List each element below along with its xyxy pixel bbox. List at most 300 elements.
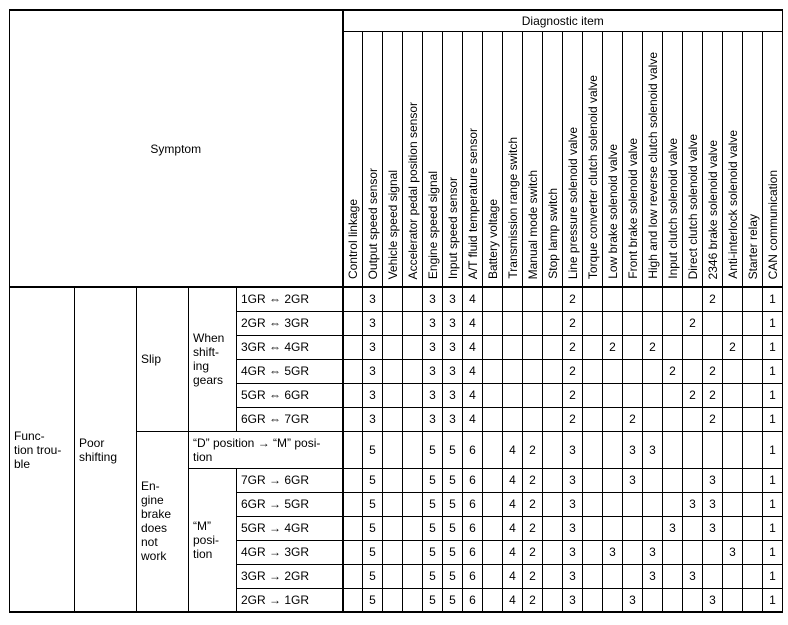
table-cell: 5	[363, 468, 383, 492]
table-cell: 1	[763, 407, 783, 431]
table-cell	[723, 359, 743, 383]
table-cell	[743, 564, 763, 588]
column-header	[643, 32, 663, 288]
table-cell: 6	[463, 492, 483, 516]
table-cell: 3	[663, 516, 683, 540]
table-cell	[503, 311, 523, 335]
table-cell: 4	[463, 359, 483, 383]
column-header	[603, 32, 623, 288]
diagnostic-table	[9, 9, 783, 613]
table-cell	[643, 359, 663, 383]
column-header-label: Starter relay	[745, 213, 760, 279]
table-cell	[743, 468, 763, 492]
gear-label: 5GR → 4GR	[237, 516, 343, 540]
table-cell: 5	[423, 492, 443, 516]
table-cell: 3	[623, 588, 643, 612]
table-cell	[583, 516, 603, 540]
table-cell: 2	[523, 431, 543, 468]
table-cell	[603, 516, 623, 540]
table-cell: 3	[443, 311, 463, 335]
table-cell	[343, 287, 363, 311]
table-cell	[403, 492, 423, 516]
table-cell	[743, 588, 763, 612]
table-cell	[343, 335, 363, 359]
table-cell: 3	[563, 516, 583, 540]
table-cell	[603, 492, 623, 516]
table-cell	[603, 564, 623, 588]
table-cell	[623, 564, 643, 588]
table-cell: 3	[563, 431, 583, 468]
table-cell	[583, 492, 603, 516]
table-cell: 1	[763, 431, 783, 468]
table-cell: 2	[683, 383, 703, 407]
table-cell: 3	[623, 468, 643, 492]
column-header-label: CAN communication	[765, 169, 780, 279]
column-header	[443, 32, 463, 288]
table-cell	[583, 311, 603, 335]
table-cell: 5	[423, 468, 443, 492]
gear-label: 3GR ⇔ 4GR	[237, 335, 343, 359]
table-cell: 5	[363, 516, 383, 540]
table-cell: 1	[763, 311, 783, 335]
table-cell	[543, 468, 563, 492]
table-cell: 2	[523, 492, 543, 516]
gear-label: 6GR → 5GR	[237, 492, 343, 516]
table-cell	[583, 335, 603, 359]
table-cell: 3	[423, 287, 443, 311]
table-cell	[643, 516, 663, 540]
table-cell	[343, 431, 363, 468]
column-header-label: Input clutch solenoid valve	[665, 138, 680, 279]
column-header-label: Stop lamp switch	[545, 188, 560, 279]
table-cell	[383, 468, 403, 492]
table-cell	[523, 407, 543, 431]
table-cell: 5	[363, 492, 383, 516]
table-cell	[343, 540, 363, 564]
table-cell	[383, 335, 403, 359]
table-cell: 4	[463, 407, 483, 431]
column-header-label: Accelerator pedal position sensor	[405, 101, 420, 279]
table-cell	[723, 492, 743, 516]
table-cell: 1	[763, 564, 783, 588]
column-header	[403, 32, 423, 288]
column-header	[683, 32, 703, 288]
table-cell	[583, 359, 603, 383]
table-cell	[623, 287, 643, 311]
table-cell: 2	[563, 359, 583, 383]
table-cell: 3	[623, 431, 643, 468]
table-cell: 5	[443, 468, 463, 492]
table-body	[10, 287, 783, 612]
table-cell	[383, 516, 403, 540]
column-header-label: Front brake solenoid valve	[625, 138, 640, 279]
gear-label: 3GR → 2GR	[237, 564, 343, 588]
gear-label: 4GR → 3GR	[237, 540, 343, 564]
table-cell	[383, 540, 403, 564]
table-cell	[483, 359, 503, 383]
table-cell: 5	[423, 588, 443, 612]
table-cell	[743, 492, 763, 516]
symptom-engine-brake: En- gine brake does not work	[137, 431, 189, 612]
table-cell: 2	[623, 407, 643, 431]
table-cell	[483, 516, 503, 540]
table-cell	[683, 516, 703, 540]
gear-label: 7GR → 6GR	[237, 468, 343, 492]
table-cell	[683, 407, 703, 431]
table-cell	[583, 407, 603, 431]
table-cell	[623, 311, 643, 335]
symptom-header: Symptom	[10, 10, 343, 287]
table-cell: 1	[763, 287, 783, 311]
table-cell	[643, 311, 663, 335]
table-cell: 2	[703, 287, 723, 311]
table-cell: 3	[563, 588, 583, 612]
table-cell	[703, 311, 723, 335]
table-cell	[383, 492, 403, 516]
table-cell: 2	[523, 516, 543, 540]
table-cell: 5	[443, 516, 463, 540]
table-cell	[643, 383, 663, 407]
table-cell	[723, 431, 743, 468]
table-cell: 3	[423, 407, 443, 431]
table-cell	[723, 383, 743, 407]
table-cell: 5	[443, 588, 463, 612]
table-cell	[583, 588, 603, 612]
table-cell: 6	[463, 564, 483, 588]
table-cell	[503, 407, 523, 431]
table-cell	[483, 588, 503, 612]
column-header	[763, 32, 783, 288]
table-cell: 3	[703, 492, 723, 516]
table-cell: 3	[443, 407, 463, 431]
table-cell	[583, 564, 603, 588]
column-header	[563, 32, 583, 288]
symptom-subcategory: Poor shifting	[75, 287, 137, 612]
column-header-label: Direct clutch solenoid valve	[685, 133, 700, 279]
table-cell	[663, 311, 683, 335]
table-cell: 2	[723, 335, 743, 359]
table-cell: 3	[563, 492, 583, 516]
table-cell: 1	[763, 383, 783, 407]
column-header-label: High and low reverse clutch solenoid valve	[645, 52, 660, 279]
table-cell: 4	[463, 383, 483, 407]
table-cell	[343, 588, 363, 612]
table-cell	[483, 311, 503, 335]
symptom-when-shifting: When shift- ing gears	[189, 287, 237, 431]
table-cell: 4	[503, 516, 523, 540]
table-cell: 1	[763, 335, 783, 359]
table-cell	[483, 540, 503, 564]
table-cell: 1	[763, 516, 783, 540]
table-cell: 3	[563, 564, 583, 588]
table-cell	[383, 407, 403, 431]
table-cell	[683, 468, 703, 492]
table-cell: 1	[763, 588, 783, 612]
table-cell: 5	[423, 431, 443, 468]
table-cell	[663, 588, 683, 612]
table-cell	[403, 564, 423, 588]
table-cell: 4	[503, 492, 523, 516]
table-cell	[643, 287, 663, 311]
table-cell	[523, 287, 543, 311]
table-cell: 4	[503, 468, 523, 492]
table-cell: 1	[763, 468, 783, 492]
table-cell	[683, 431, 703, 468]
table-cell	[503, 335, 523, 359]
table-cell: 2	[563, 311, 583, 335]
table-cell: 3	[703, 588, 723, 612]
table-cell: 5	[423, 516, 443, 540]
table-cell: 3	[443, 359, 463, 383]
symptom-m-position: “M” posi- tion	[189, 468, 237, 612]
table-cell: 2	[523, 588, 543, 612]
table-cell	[663, 540, 683, 564]
table-cell: 3	[643, 540, 663, 564]
table-cell: 5	[443, 431, 463, 468]
table-cell: 2	[663, 359, 683, 383]
table-cell	[543, 407, 563, 431]
table-cell	[603, 431, 623, 468]
table-cell	[723, 287, 743, 311]
table-cell	[543, 383, 563, 407]
table-cell	[483, 468, 503, 492]
table-cell	[603, 407, 623, 431]
table-cell	[343, 359, 363, 383]
table-cell	[403, 359, 423, 383]
table-cell: 2	[603, 335, 623, 359]
table-cell	[523, 335, 543, 359]
table-cell	[543, 492, 563, 516]
table-cell	[663, 431, 683, 468]
table-cell	[703, 431, 723, 468]
table-cell	[663, 383, 683, 407]
table-cell	[623, 492, 643, 516]
table-cell: 5	[363, 588, 383, 612]
table-cell	[683, 287, 703, 311]
table-cell: 3	[423, 383, 443, 407]
table-cell: 3	[363, 407, 383, 431]
table-cell	[743, 287, 763, 311]
table-cell: 3	[363, 359, 383, 383]
column-header-label: Torque converter clutch solenoid valve	[585, 74, 600, 279]
table-cell	[503, 287, 523, 311]
table-cell: 3	[423, 359, 443, 383]
table-cell	[343, 468, 363, 492]
diagnostic-item-header: Diagnostic item	[343, 10, 783, 32]
table-cell: 5	[423, 540, 443, 564]
table-cell	[483, 383, 503, 407]
table-cell	[603, 468, 623, 492]
table-cell	[683, 335, 703, 359]
table-cell	[643, 468, 663, 492]
table-cell	[483, 335, 503, 359]
column-header	[543, 32, 563, 288]
table-cell: 2	[683, 311, 703, 335]
table-cell: 3	[703, 516, 723, 540]
table-cell	[403, 287, 423, 311]
table-cell	[683, 540, 703, 564]
table-cell	[723, 564, 743, 588]
table-cell	[383, 359, 403, 383]
table-cell: 5	[443, 492, 463, 516]
table-cell	[403, 516, 423, 540]
table-cell: 2	[523, 540, 543, 564]
table-cell	[603, 359, 623, 383]
table-cell	[343, 564, 363, 588]
table-cell	[543, 564, 563, 588]
table-cell	[523, 383, 543, 407]
table-cell	[703, 564, 723, 588]
table-cell	[403, 431, 423, 468]
table-cell: 3	[443, 383, 463, 407]
table-cell	[403, 335, 423, 359]
column-header-label: Low brake solenoid valve	[605, 144, 620, 279]
column-header-label: Control linkage	[345, 198, 360, 279]
column-header	[343, 32, 363, 288]
table-cell	[583, 431, 603, 468]
table-cell	[603, 287, 623, 311]
table-cell: 4	[503, 540, 523, 564]
table-cell	[503, 359, 523, 383]
table-cell: 6	[463, 468, 483, 492]
table-cell	[603, 311, 623, 335]
table-cell: 6	[463, 588, 483, 612]
table-cell	[523, 359, 543, 383]
table-cell	[743, 431, 763, 468]
column-header	[383, 32, 403, 288]
table-cell: 3	[443, 335, 463, 359]
table-cell	[543, 335, 563, 359]
table-cell: 3	[643, 431, 663, 468]
table-cell	[343, 407, 363, 431]
table-cell	[743, 407, 763, 431]
table-cell: 1	[763, 492, 783, 516]
table-cell	[483, 287, 503, 311]
table-cell: 2	[703, 359, 723, 383]
table-cell: 3	[683, 564, 703, 588]
table-cell	[623, 540, 643, 564]
table-cell	[643, 588, 663, 612]
table-cell	[403, 540, 423, 564]
table-cell: 4	[463, 335, 483, 359]
gear-label: 4GR ⇔ 5GR	[237, 359, 343, 383]
table-cell	[403, 311, 423, 335]
table-cell: 1	[763, 359, 783, 383]
table-cell: 2	[703, 383, 723, 407]
table-cell: 2	[523, 564, 543, 588]
column-header-label: 2346 brake solenoid valve	[705, 139, 720, 279]
table-cell: 6	[463, 431, 483, 468]
table-cell	[743, 335, 763, 359]
table-cell	[383, 383, 403, 407]
table-cell: 6	[463, 516, 483, 540]
table-cell	[543, 311, 563, 335]
table-cell	[523, 311, 543, 335]
column-header-label: Line pressure solenoid valve	[565, 126, 580, 279]
column-header-label: Transmission range switch	[505, 137, 520, 279]
column-header	[723, 32, 743, 288]
table-cell	[743, 516, 763, 540]
table-cell	[383, 564, 403, 588]
table-cell: 2	[703, 407, 723, 431]
table-cell	[663, 564, 683, 588]
table-cell	[543, 588, 563, 612]
table-cell: 5	[443, 564, 463, 588]
column-header	[523, 32, 543, 288]
table-cell: 2	[643, 335, 663, 359]
column-header	[623, 32, 643, 288]
table-cell	[623, 359, 643, 383]
table-cell	[543, 540, 563, 564]
table-cell: 4	[503, 588, 523, 612]
column-header	[703, 32, 723, 288]
table-cell	[343, 383, 363, 407]
table-cell: 3	[563, 468, 583, 492]
column-header-label: Battery voltage	[485, 198, 500, 279]
table-cell: 3	[423, 311, 443, 335]
table-cell	[723, 468, 743, 492]
table-cell: 3	[603, 540, 623, 564]
table-cell	[483, 431, 503, 468]
column-header-label: Output speed sensor	[365, 167, 380, 279]
column-header-label: A/T fluid temperature sensor	[465, 127, 480, 279]
gear-label: 6GR ⇔ 7GR	[237, 407, 343, 431]
column-header-label: Manual mode switch	[525, 169, 540, 279]
table-cell	[383, 431, 403, 468]
table-cell	[383, 588, 403, 612]
table-cell: 2	[563, 383, 583, 407]
column-header-label: Anti-interlock solenoid valve	[725, 130, 740, 279]
table-cell: 2	[523, 468, 543, 492]
table-cell: 3	[363, 311, 383, 335]
table-cell	[703, 540, 723, 564]
table-cell	[543, 359, 563, 383]
table-cell: 5	[363, 431, 383, 468]
column-header-label: Engine speed signal	[425, 170, 440, 279]
table-cell	[583, 287, 603, 311]
table-cell	[343, 492, 363, 516]
table-cell	[383, 311, 403, 335]
table-cell: 3	[563, 540, 583, 564]
table-cell: 3	[703, 468, 723, 492]
table-cell: 4	[503, 431, 523, 468]
table-cell: 2	[563, 335, 583, 359]
table-cell: 2	[563, 287, 583, 311]
table-cell	[383, 287, 403, 311]
symptom-d-to-m: “D” position → “M” posi- tion	[189, 431, 343, 468]
table-row	[10, 287, 783, 311]
column-header-label: Vehicle speed signal	[385, 169, 400, 279]
table-cell	[483, 492, 503, 516]
gear-label: 5GR ⇔ 6GR	[237, 383, 343, 407]
table-cell	[623, 516, 643, 540]
table-cell	[403, 468, 423, 492]
table-cell: 3	[363, 383, 383, 407]
table-cell	[543, 516, 563, 540]
table-cell: 3	[443, 287, 463, 311]
table-cell: 3	[723, 540, 743, 564]
table-cell	[643, 492, 663, 516]
table-cell: 5	[423, 564, 443, 588]
column-header	[363, 32, 383, 288]
table-cell	[503, 383, 523, 407]
table-cell: 3	[683, 492, 703, 516]
table-cell	[683, 359, 703, 383]
table-cell	[703, 335, 723, 359]
table-cell	[483, 564, 503, 588]
table-cell	[603, 588, 623, 612]
table-cell	[723, 588, 743, 612]
